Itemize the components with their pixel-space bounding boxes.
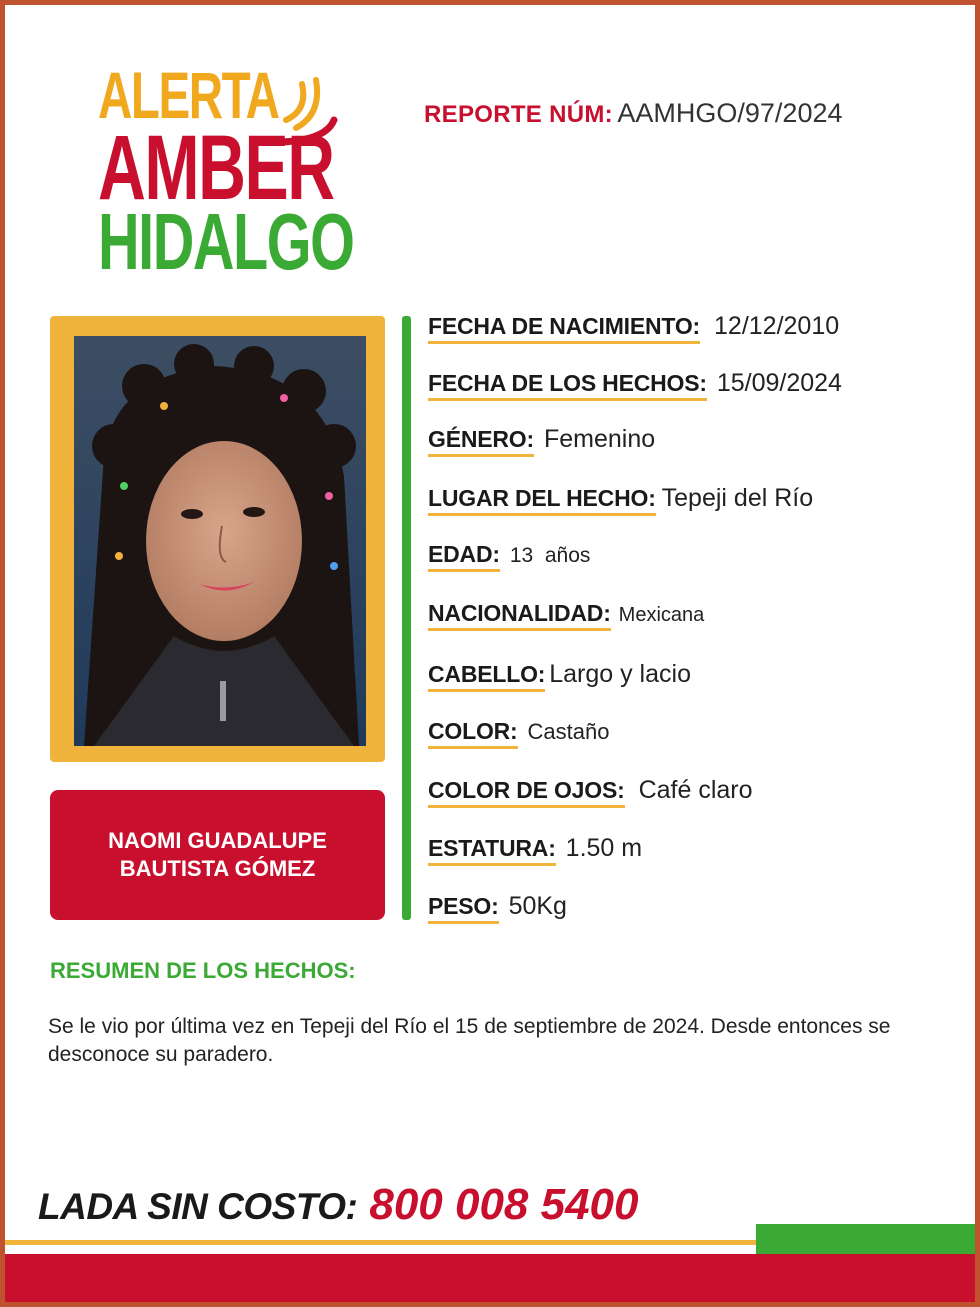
footer-green-bar (756, 1224, 975, 1254)
missing-person-name (50, 790, 385, 920)
field-value: Castaño (527, 719, 610, 744)
field-eye-color (428, 776, 753, 808)
field-value: Largo y lacio (549, 660, 691, 688)
field-value: 13 años (509, 544, 591, 567)
field-value: 1.50 m (565, 834, 643, 862)
report-number (424, 98, 843, 129)
field-hair (428, 660, 691, 692)
field-value: Café claro (638, 776, 753, 804)
field-value: 12/12/2010 (714, 312, 840, 340)
field-value: Tepeji del Río (661, 484, 814, 512)
field-label: LUGAR DEL HECHO: (428, 485, 656, 516)
field-age (428, 541, 590, 572)
field-label: CABELLO: (428, 661, 545, 692)
field-value: Femenino (543, 425, 656, 453)
toll-free-label: LADA SIN COSTO: (38, 1186, 358, 1227)
field-color (428, 718, 609, 749)
field-incident-place (428, 484, 813, 516)
report-number-label: REPORTE NÚM: (424, 101, 613, 128)
field-value: 15/09/2024 (716, 369, 842, 397)
field-label: PESO: (428, 893, 499, 924)
summary-text: Se le vio por última vez en Tepeji del Río el 15 de septiembre de 2024. Desde entonces se desconoce su paradero. (48, 1015, 891, 1066)
field-weight (428, 892, 567, 924)
logo-amber-text: AMBER (98, 117, 334, 219)
field-label: GÉNERO: (428, 426, 534, 457)
field-label: FECHA DE LOS HECHOS: (428, 370, 707, 401)
field-value: Mexicana (618, 604, 705, 626)
field-label: EDAD: (428, 541, 500, 572)
name-line-1: NAOMI GUADALUPE (108, 828, 327, 853)
footer-red-bar (5, 1254, 975, 1302)
field-label: ESTATURA: (428, 835, 556, 866)
field-label: COLOR DE OJOS: (428, 777, 625, 808)
field-birth-date (428, 312, 839, 344)
field-height (428, 834, 642, 866)
logo-alerta-text: ALERTA (98, 58, 279, 132)
field-incident-date (428, 369, 842, 401)
green-divider (402, 316, 411, 920)
summary-title: RESUMEN DE LOS HECHOS: (50, 958, 356, 983)
field-value: 50Kg (508, 892, 567, 920)
field-gender (428, 425, 655, 457)
toll-free-number[interactable]: 800 008 5400 (369, 1180, 639, 1229)
alerta-amber-hidalgo-logo (98, 58, 354, 286)
photo-frame (50, 316, 385, 762)
field-nationality (428, 600, 704, 631)
logo-hidalgo-text: HIDALGO (98, 197, 354, 286)
toll-free-line (38, 1180, 639, 1230)
field-label: FECHA DE NACIMIENTO: (428, 313, 700, 344)
missing-person-photo (74, 336, 366, 746)
name-line-2: BAUTISTA GÓMEZ (119, 856, 316, 881)
report-number-value: AAMHGO/97/2024 (617, 98, 843, 128)
field-label: COLOR: (428, 718, 518, 749)
field-label: NACIONALIDAD: (428, 600, 611, 631)
footer-yellow-line (5, 1240, 756, 1245)
signal-waves-icon (278, 70, 338, 150)
